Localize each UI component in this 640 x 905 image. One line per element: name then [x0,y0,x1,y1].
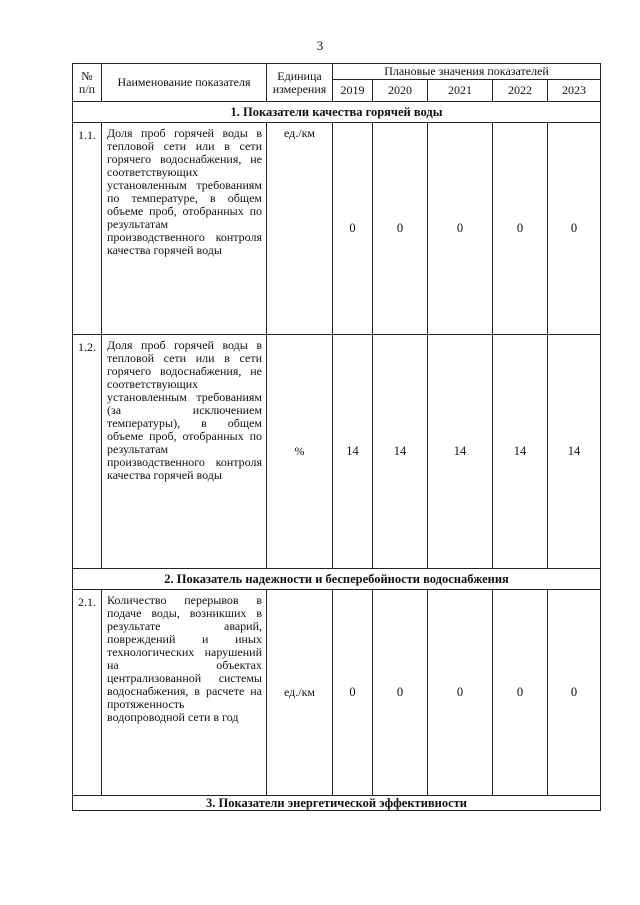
header-num: № п/п [73,64,102,102]
table-row [73,335,601,569]
header-year: 2021 [428,80,493,102]
value-cell: 0 [493,123,548,335]
value-cell: 14 [373,335,428,569]
value-cell: 0 [428,123,493,335]
section-title-2: 2. Показатель надежности и бесперебойности водоснабжения [73,569,601,590]
indicator-name: Доля проб горячей воды в тепловой сети или в сети горячего водоснабжения, не соответствующих установленным требованиям (за исключением температуры), в общем объеме проб, отобранных по результатам производственного контроля качества горячей воды [102,335,267,569]
value-cell: 14 [428,335,493,569]
header-unit: Единица измерения [267,64,333,102]
unit-cell: ед./км [267,590,333,796]
header-year: 2023 [548,80,601,102]
value-cell: 0 [373,590,428,796]
unit-cell: ед./км [267,123,333,335]
row-number: 2.1. [73,590,102,796]
section-title-1: 1. Показатели качества горячей воды [73,102,601,123]
value-cell: 0 [548,590,601,796]
row-number: 1.2. [73,335,102,569]
page-number: 3 [316,38,324,53]
unit-cell: % [267,335,333,569]
header-year: 2019 [333,80,373,102]
value-cell: 0 [428,590,493,796]
indicators-table [72,63,601,811]
value-cell: 0 [333,590,373,796]
indicator-name: Доля проб горячей воды в тепловой сети или в сети горячего водоснабжения, не соответствующих установленным требованиям по температуре, в общем объеме проб, отобранных по результатам производственного контроля качества горячей воды [102,123,267,335]
section-title-3: 3. Показатели энергетической эффективности [73,796,601,811]
value-cell: 14 [493,335,548,569]
row-number: 1.1. [73,123,102,335]
value-cell: 0 [373,123,428,335]
header-year: 2020 [373,80,428,102]
header-year: 2022 [493,80,548,102]
value-cell: 0 [548,123,601,335]
value-cell: 14 [548,335,601,569]
value-cell: 14 [333,335,373,569]
table-row [73,590,601,796]
value-cell: 0 [333,123,373,335]
value-cell: 0 [493,590,548,796]
indicator-name: Количество перерывов в подаче воды, возникших в результате аварий, повреждений и иных технологических нарушений на объектах централизованной системы водоснабжения, в расчете на протяженность водопроводной сети в год [102,590,267,796]
table-row [73,123,601,335]
header-name: Наименование показателя [102,64,267,102]
header-planned-values: Плановые значения показателей [333,64,601,80]
